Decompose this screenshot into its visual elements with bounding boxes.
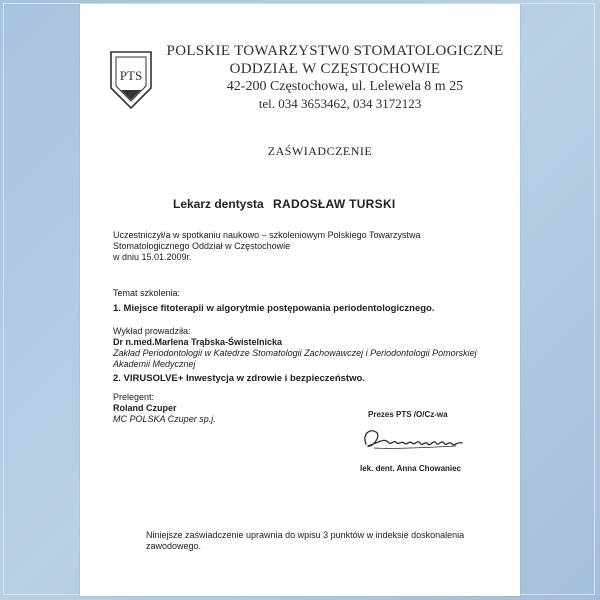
topic-item-1: 1. Miejsce fitoterapii w algorytmie postępowania periodentologicznego. [113,303,435,314]
signatory-name: lek. dent. Anna Chowaniec [360,464,462,473]
intro-paragraph [113,230,493,263]
footer-note [146,530,486,552]
lecturer-role: Wykład prowadziła: [113,326,191,336]
certificate-page [80,4,520,596]
speaker-role: Prelegent: [113,392,155,402]
speaker-name: Roland Czuper [113,403,177,413]
organization-header [160,42,510,112]
intro-date: w dniu 15.01.2009r. [113,252,192,262]
document-title: ZAŚWIADCZENIE [267,144,373,158]
footer-line: zawodowego. [146,541,202,551]
letterhead [108,42,508,122]
recipient-name: RADOSŁAW TURSKI [273,197,396,211]
org-phone: tel. 034 3653462, 034 3172123 [258,96,422,111]
lecturer-affiliation: Akademii Medycznej [113,359,196,369]
speaker-block [113,392,493,425]
intro-line: Stomatologicznego Oddział w Częstochowie [113,241,291,251]
topic-label: Temat szkolenia: [113,288,181,298]
lecturer-affiliation: Zakład Periodontologii w Katedrze Stomatologii Zachowawczej i Periodontologii Pomorskiej [113,348,477,358]
recipient-line [173,197,396,211]
topic-item-2: 2. VIRUSOLVE+ Inwestycja w zdrowie i bezpieczeństwo. [113,373,365,384]
org-address: 42-200 Częstochowa, ul. Lelewela 8 m 25 [226,79,464,94]
lecturer-name: Dr n.med.Marlena Trąbska-Świstelnicka [113,337,283,347]
handwritten-signature [360,422,470,456]
signature-heading: Prezes PTS /O/Cz-wa [368,410,448,419]
org-branch: ODDZIAŁ W CZĘSTOCHOWIE [229,61,441,77]
org-name: POLSKIE TOWARZYSTW0 STOMATOLOGICZNE [166,43,504,59]
lecturer-block [113,326,493,370]
recipient-prefix: Lekarz dentysta [173,197,264,211]
speaker-affiliation: MC POLSKA Czuper sp.j. [113,414,216,424]
footer-line: Niniejsze zaświadczenie uprawnia do wpisu 3 punktów w indeksie doskonalenia [146,530,465,540]
logo-text: PTS [119,68,143,83]
pts-logo-icon [108,50,154,110]
intro-line: Uczestniczył/a w spotkaniu naukowo – szkoleniowym Polskiego Towarzystwa [113,230,421,240]
